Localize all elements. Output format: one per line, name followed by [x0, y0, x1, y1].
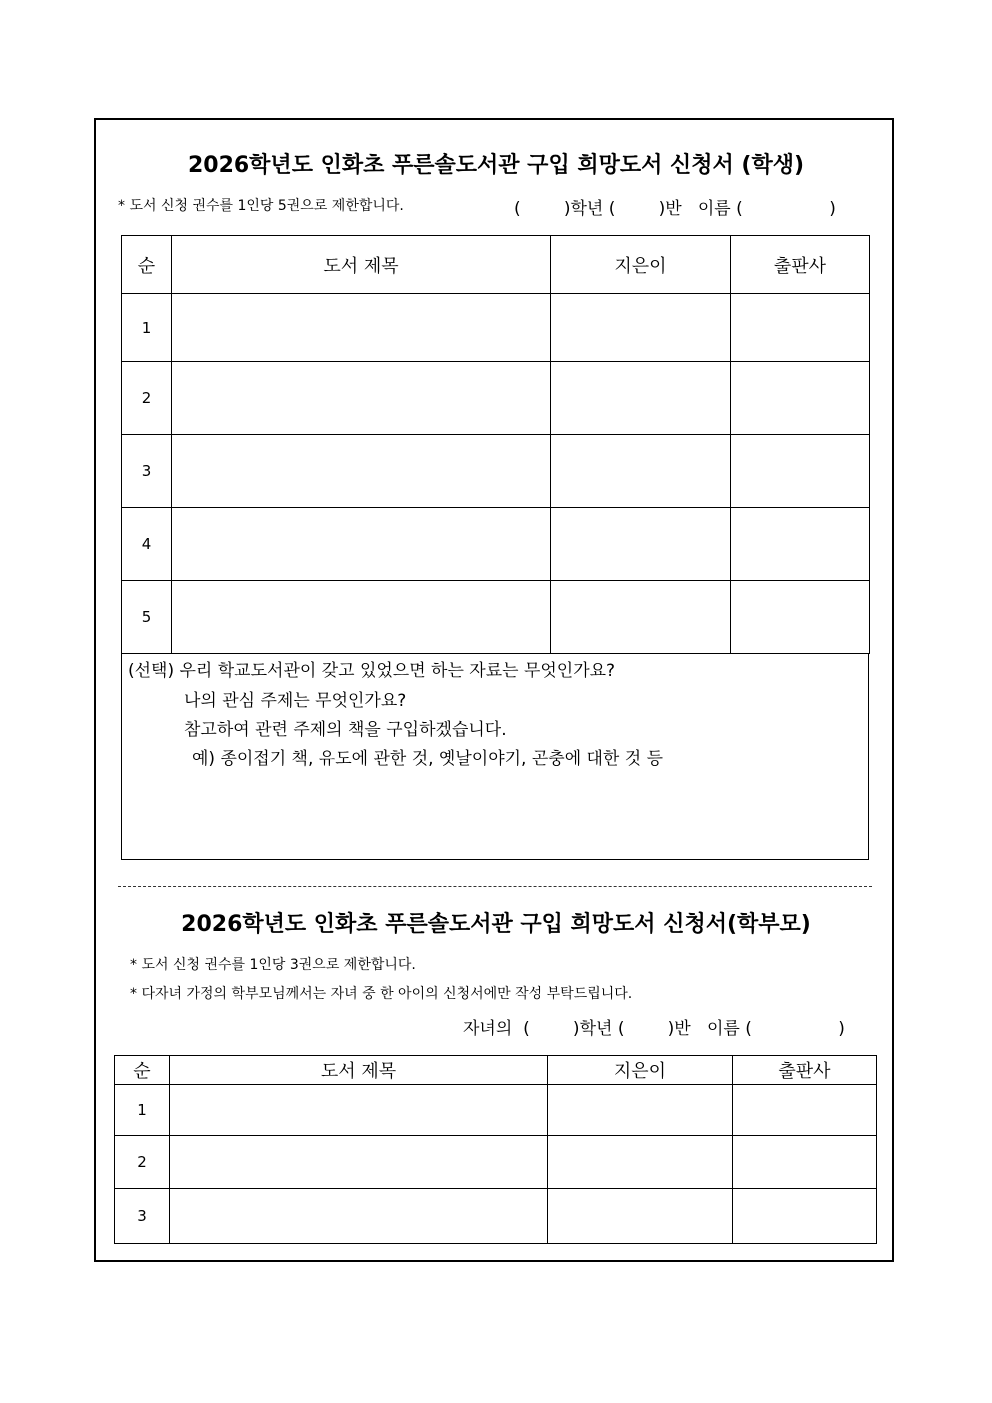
- publisher-cell[interactable]: [731, 508, 870, 581]
- book-title-cell[interactable]: [170, 1189, 548, 1244]
- parent-book-table: [114, 1055, 877, 1244]
- author-cell[interactable]: [551, 581, 731, 654]
- book-title-cell[interactable]: [172, 362, 551, 435]
- author-cell[interactable]: [548, 1085, 733, 1136]
- row-number: 1: [122, 294, 172, 362]
- table-row: [115, 1085, 877, 1136]
- publisher-cell[interactable]: [731, 362, 870, 435]
- optional-interest-question: 나의 관심 주제는 무엇인가요?: [184, 691, 407, 711]
- publisher-cell[interactable]: [731, 435, 870, 508]
- publisher-cell[interactable]: [731, 581, 870, 654]
- student-form-title: 2026학년도 인화초 푸른솔도서관 구입 희망도서 신청서 (학생): [187, 153, 805, 178]
- col-header-author: 지은이: [548, 1056, 733, 1085]
- row-number: 3: [115, 1189, 170, 1244]
- optional-example: 예) 종이접기 책, 유도에 관한 것, 옛날이야기, 곤충에 대한 것 등: [192, 749, 664, 769]
- table-header-row: [122, 236, 870, 294]
- cut-line-divider: [118, 886, 872, 887]
- book-title-cell[interactable]: [172, 435, 551, 508]
- optional-note: 참고하여 관련 주제의 책을 구입하겠습니다.: [184, 720, 507, 740]
- row-number: 1: [115, 1085, 170, 1136]
- col-header-title: 도서 제목: [172, 236, 551, 294]
- row-number: 2: [115, 1136, 170, 1189]
- parent-form-title: 2026학년도 인화초 푸른솔도서관 구입 희망도서 신청서(학부모): [181, 912, 811, 937]
- author-cell[interactable]: [551, 508, 731, 581]
- optional-question: (선택) 우리 학교도서관이 갖고 있었으면 하는 자료는 무엇인가요?: [128, 661, 616, 681]
- book-title-cell[interactable]: [170, 1136, 548, 1189]
- table-row: [115, 1136, 877, 1189]
- publisher-cell[interactable]: [733, 1189, 877, 1244]
- author-cell[interactable]: [548, 1189, 733, 1244]
- book-title-cell[interactable]: [170, 1085, 548, 1136]
- parent-notice-limit: * 도서 신청 권수를 1인당 3권으로 제한합니다.: [130, 957, 416, 973]
- table-row: [115, 1189, 877, 1244]
- table-row: [122, 435, 870, 508]
- row-number: 5: [122, 581, 172, 654]
- student-book-table: [121, 235, 870, 654]
- row-number: 2: [122, 362, 172, 435]
- table-header-row: [115, 1056, 877, 1085]
- author-cell[interactable]: [551, 294, 731, 362]
- row-number: 4: [122, 508, 172, 581]
- col-header-title: 도서 제목: [170, 1056, 548, 1085]
- col-header-publisher: 출판사: [733, 1056, 877, 1085]
- publisher-cell[interactable]: [731, 294, 870, 362]
- student-notice: * 도서 신청 권수를 1인당 5권으로 제한합니다.: [118, 198, 404, 214]
- book-title-cell[interactable]: [172, 581, 551, 654]
- parent-notice-multichild: * 다자녀 가정의 학부모님께서는 자녀 중 한 아이의 신청서에만 작성 부탁드립니다.: [130, 986, 633, 1002]
- author-cell[interactable]: [548, 1136, 733, 1189]
- row-number: 3: [122, 435, 172, 508]
- col-header-number: 순: [122, 236, 172, 294]
- col-header-publisher: 출판사: [731, 236, 870, 294]
- col-header-author: 지은이: [551, 236, 731, 294]
- table-row: [122, 294, 870, 362]
- publisher-cell[interactable]: [733, 1136, 877, 1189]
- book-title-cell[interactable]: [172, 508, 551, 581]
- book-title-cell[interactable]: [172, 294, 551, 362]
- table-row: [122, 362, 870, 435]
- author-cell[interactable]: [551, 362, 731, 435]
- table-row: [122, 581, 870, 654]
- student-info-line: ( )학년 ( )반 이름 ( ): [514, 199, 836, 219]
- parent-info-line: 자녀의 ( )학년 ( )반 이름 ( ): [463, 1019, 845, 1039]
- table-row: [122, 508, 870, 581]
- col-header-number: 순: [115, 1056, 170, 1085]
- publisher-cell[interactable]: [733, 1085, 877, 1136]
- author-cell[interactable]: [551, 435, 731, 508]
